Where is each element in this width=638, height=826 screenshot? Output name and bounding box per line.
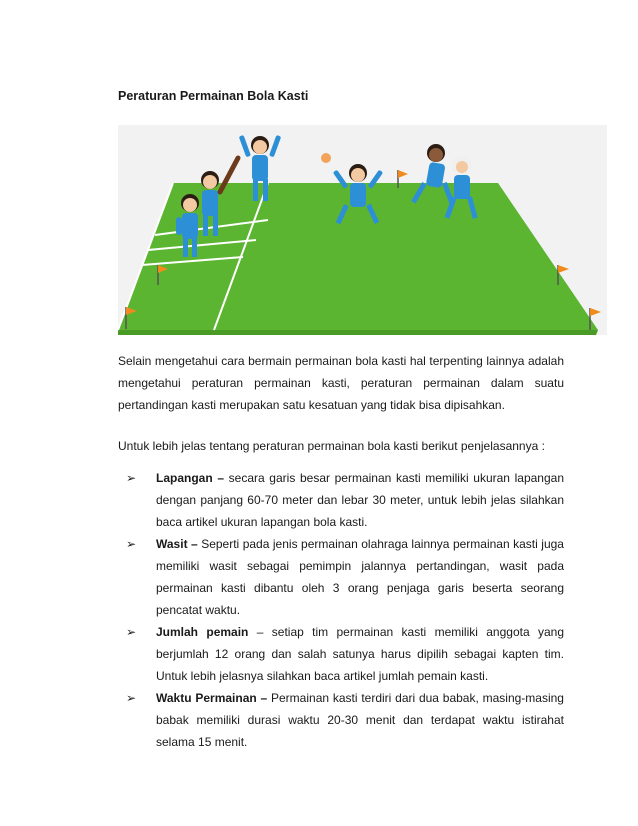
document-title: Peraturan Permainan Bola Kasti: [118, 89, 309, 103]
rules-list: [118, 467, 564, 753]
list-item: [118, 687, 564, 753]
arrow-bullet-icon: ➢: [126, 471, 137, 485]
rule-term: Lapangan –: [156, 471, 224, 485]
rule-term: Waktu Permainan –: [156, 691, 268, 705]
list-item: [118, 621, 564, 687]
list-item: [118, 533, 564, 621]
rules-lead-paragraph: Untuk lebih jelas tentang peraturan permainan bola kasti berikut penjelasannya :: [118, 439, 545, 453]
rule-text: secara garis besar permainan kasti memiliki ukuran lapangan dengan panjang 60-70 meter dan lebar 30 meter, untuk lebih jelas silahkan baca artikel ukuran lapangan bola kasti.: [156, 471, 564, 529]
rule-term: Wasit –: [156, 537, 198, 551]
list-item: [118, 467, 564, 533]
arrow-bullet-icon: ➢: [126, 691, 137, 705]
rule-text: Permainan kasti terdiri dari dua babak, masing-masing babak memiliki durasi waktu 20-30 menit dan terdapat waktu istirahat selama 15 menit.: [156, 691, 564, 749]
rule-text: – setiap tim permainan kasti memiliki anggota yang berjumlah 12 orang dan salah satunya harus dipilih sebagai kapten tim. Untuk lebih jelasnya silahkan baca artikel jumlah pemain kasti.: [156, 625, 565, 683]
arrow-bullet-icon: ➢: [126, 537, 137, 551]
rule-text: Seperti pada jenis permainan olahraga lainnya permainan kasti juga memiliki wasit sebagai pemimpin jalannya pertandingan, wasit pada permainan kasti dibantu oleh 3 orang penjaga garis beserta seorang pencatat waktu.: [156, 537, 564, 617]
arrow-bullet-icon: ➢: [126, 625, 137, 639]
kasti-field-illustration: [118, 125, 607, 335]
intro-paragraph: Selain mengetahui cara bermain permainan bola kasti hal terpenting lainnya adalah mengetahui peraturan permainan kasti, peraturan permainan dalam suatu pertandingan kasti merupakan satu kesatuan yang tidak bisa dipisahkan.: [118, 354, 564, 412]
rule-term: Jumlah pemain: [156, 625, 249, 639]
ball-icon: [321, 153, 331, 163]
